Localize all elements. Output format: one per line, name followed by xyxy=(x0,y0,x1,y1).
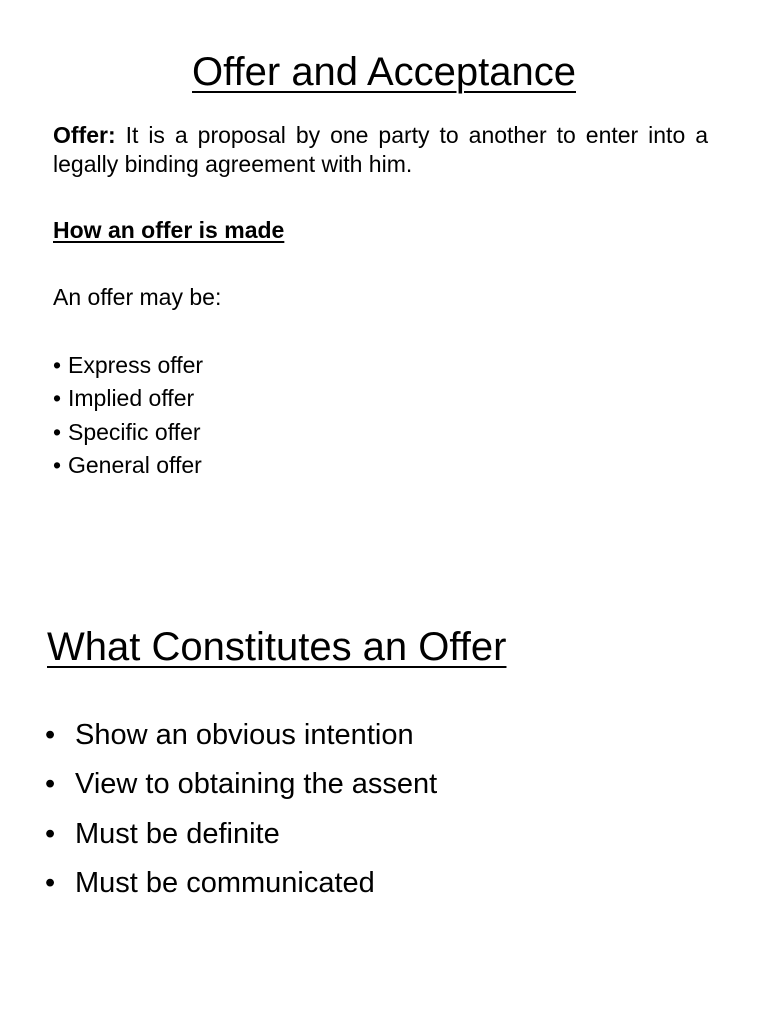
list-item-label: Express offer xyxy=(68,352,204,378)
slide-title: What Constitutes an Offer xyxy=(47,625,507,669)
list-item-label: Must be communicated xyxy=(75,866,375,899)
intro-text: An offer may be: xyxy=(53,284,222,310)
offer-definition xyxy=(53,121,708,179)
bullet-icon: • xyxy=(53,451,62,478)
list-item xyxy=(45,711,437,760)
list-item-label: General offer xyxy=(68,451,202,478)
list-item xyxy=(45,810,437,859)
list-item xyxy=(45,859,437,908)
bullet-icon: • xyxy=(45,719,56,751)
list-item-label: Specific offer xyxy=(68,418,201,445)
list-item xyxy=(53,349,203,382)
list-item xyxy=(45,760,437,809)
bullet-icon: • xyxy=(45,768,56,801)
definition-text: It is a proposal by one party to another to enter into a legally binding agreement with him. xyxy=(53,122,708,177)
offer-types-list xyxy=(53,349,203,482)
list-item-label: View to obtaining the assent xyxy=(75,768,438,801)
section-heading: How an offer is made xyxy=(53,217,285,243)
bullet-icon: • xyxy=(53,418,62,445)
list-item-label: Show an obvious intention xyxy=(75,719,414,751)
list-item xyxy=(53,416,203,449)
bullet-icon: • xyxy=(45,817,56,850)
bullet-icon: • xyxy=(53,385,62,412)
definition-term: Offer: xyxy=(53,122,116,148)
slide-what-constitutes-an-offer xyxy=(0,512,768,1024)
list-item xyxy=(53,382,203,415)
slide-title: Offer and Acceptance xyxy=(192,50,576,94)
list-item-label: Must be definite xyxy=(75,817,280,850)
bullet-icon: • xyxy=(45,866,56,899)
list-item xyxy=(53,449,203,482)
offer-criteria-list xyxy=(45,711,437,908)
list-item-label: Implied offer xyxy=(68,385,195,412)
bullet-icon: • xyxy=(53,352,62,378)
